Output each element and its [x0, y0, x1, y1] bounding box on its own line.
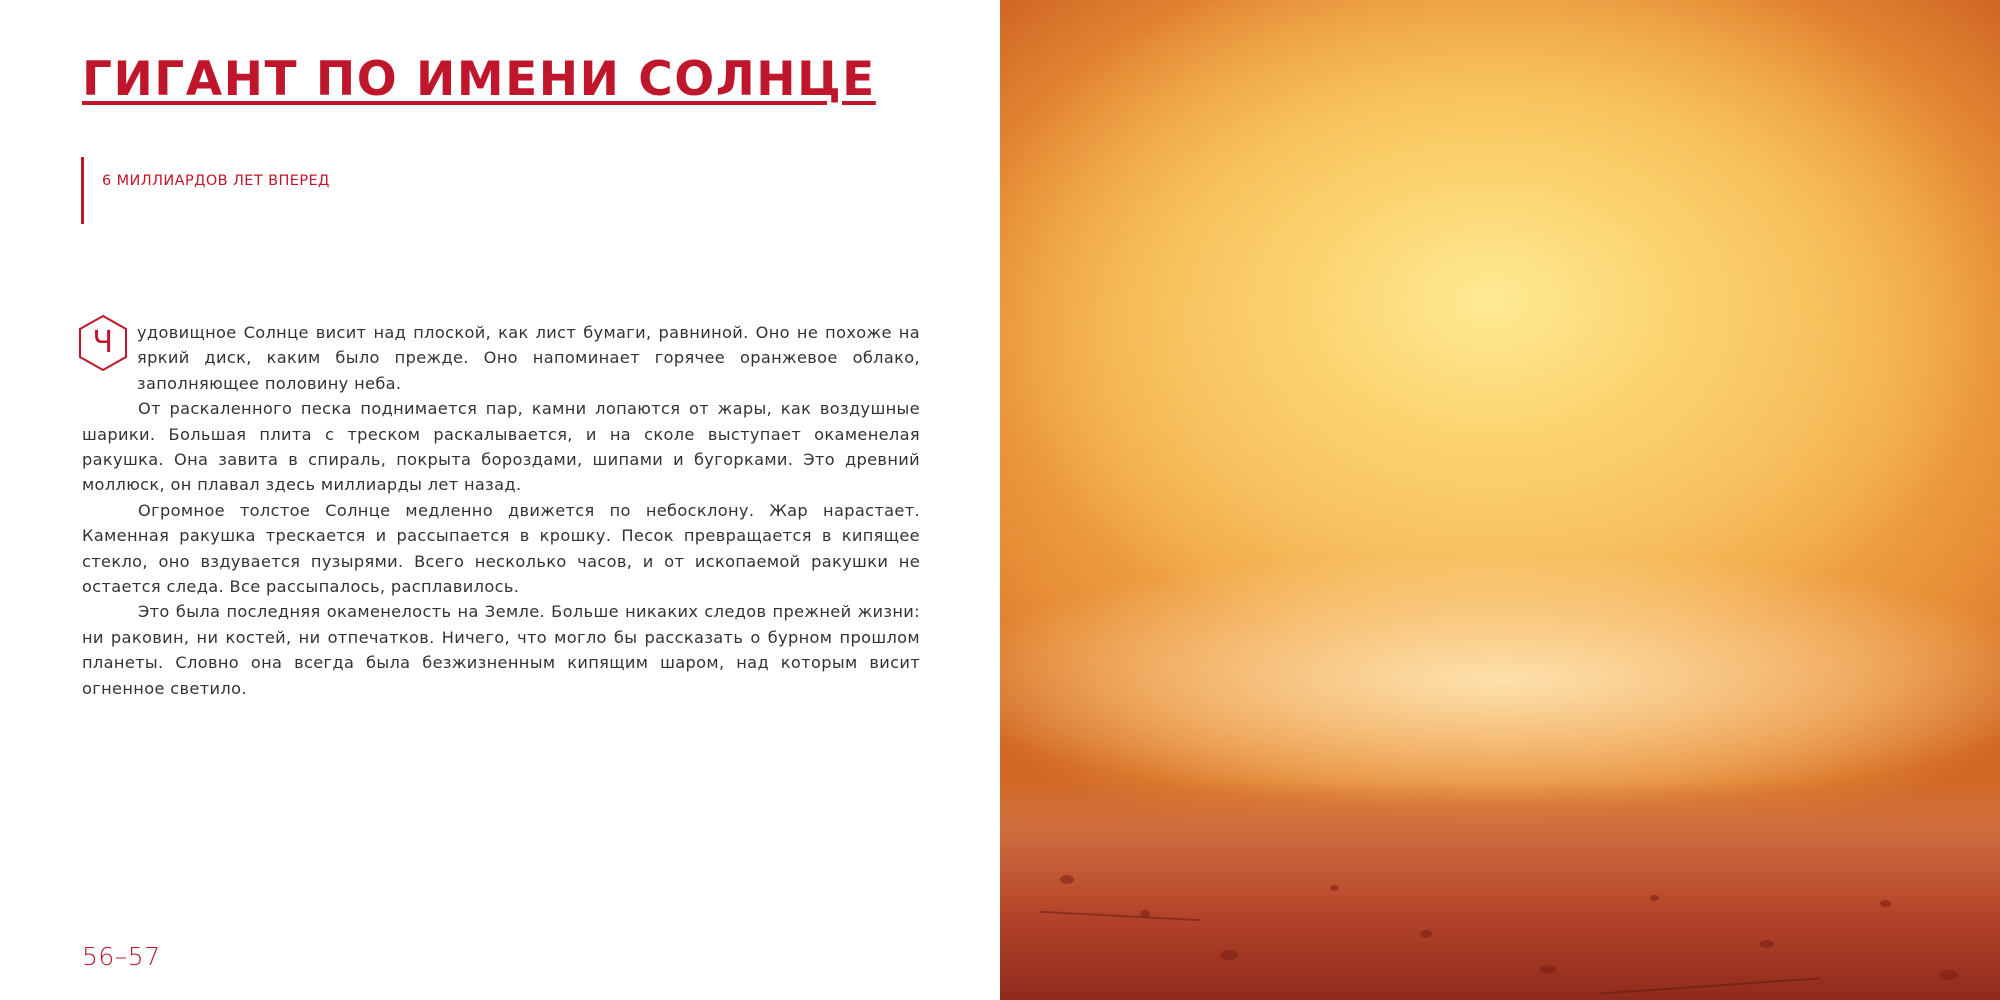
rock-spot — [1060, 875, 1074, 884]
subtitle: 6 МИЛЛИАРДОВ ЛЕТ ВПЕРЕД — [102, 172, 330, 189]
scorched-ground — [1000, 780, 2000, 1000]
rock-spot — [1420, 930, 1432, 938]
dropcap-letter: Ч — [92, 325, 114, 361]
body-text — [82, 320, 920, 701]
rock-spot — [1940, 970, 1958, 980]
rock-spot — [1330, 885, 1338, 891]
paragraph-3: Огромное толстое Солнце медленно движется по небосклону. Жар нарастает. Каменная ракушка трескается и рассыпается в крошку. Песок превращается в кипящее стекло, оно вздувается пузырями. Всего несколько часов, и от ископаемой ракушки не остается следа. Все рассыпалось, расплавилось. — [82, 500, 920, 597]
dropcap-hexagon-icon — [77, 314, 129, 372]
giant-sun-illustration — [1000, 0, 2000, 1000]
rock-spot — [1880, 900, 1891, 907]
ground-crack — [1040, 911, 1200, 921]
page-numbers: 56–57 — [82, 942, 161, 971]
rock-spot — [1540, 965, 1556, 974]
rock-spot — [1760, 940, 1774, 948]
subtitle-block — [81, 157, 330, 224]
paragraph-1-text: удовищное Солнце висит над плоской, как лист бумаги, равниной. Оно не похоже на яркий диск, каким было прежде. Оно напоминает горячее оранжевое облако, заполняющее половину неба. — [137, 323, 920, 393]
paragraph-1 — [82, 320, 920, 396]
page-title: ГИГАНТ ПО ИМЕНИ СОЛНЦЕ — [82, 52, 876, 107]
rock-spot — [1650, 895, 1659, 901]
paragraph-2: От раскаленного песка поднимается пар, камни лопаются от жары, как воздушные шарики. Большая плита с треском раскалывается, и на сколе выступает окаменелая ракушка. Она завита в спираль, покрыта бороздами, шипами и бугорками. Это древний моллюск, он плавал здесь миллиарды лет назад. — [82, 399, 920, 495]
rock-spot — [1220, 950, 1238, 960]
ground-crack — [1600, 977, 1820, 994]
paragraph-4: Это была последняя окаменелость на Земле. Больше никаких следов прежней жизни: ни раковин, ни костей, ни отпечатков. Ничего, что могло бы рассказать о бурном прошлом планеты. Словно она всегда была безжизненным кипящим шаром, над которым висит огненное светило. — [82, 602, 920, 698]
